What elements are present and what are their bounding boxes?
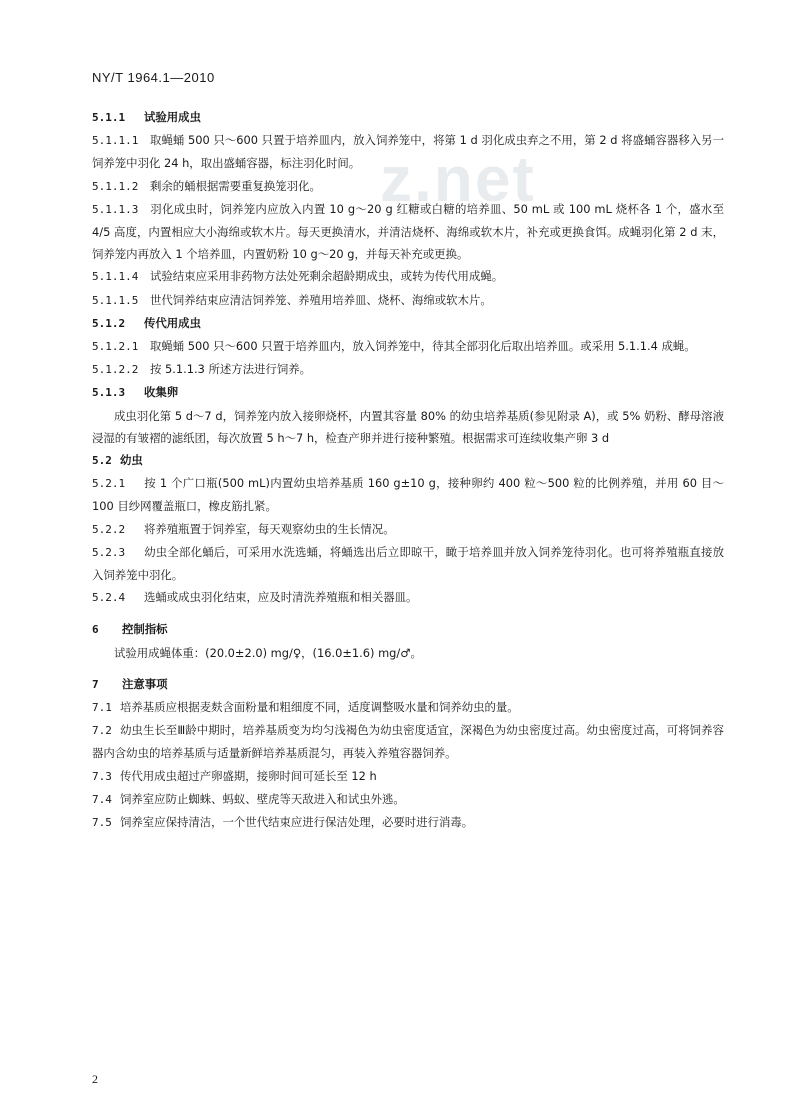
heading-5-1-1: 5.1.1 试验用成虫: [92, 110, 201, 124]
clause-5-1-2-1: 5.1.2.1 取蝇蛹 500 只～600 只置于培养皿内，放入饲养笼中，待其全部羽化后取出培养皿。或采用 5.1.1.4 成蝇。: [92, 339, 696, 354]
heading-5-1-3: 5.1.3 收集卵: [92, 385, 179, 400]
heading-5-2: 5.2 幼虫: [92, 453, 143, 468]
clause-5-2-3: 5.2.3 幼虫全部化蛹后，可采用水洗选蛹，将蛹选出后立即晾干，瞰于培养皿并放入饲养笼待羽化。也可将养殖瓶直接放入饲养笼中羽化。: [92, 544, 724, 583]
page-number: 2: [92, 1072, 98, 1086]
document-body: [92, 106, 724, 834]
clause-5-1-1-5: 5.1.1.5 世代饲养结束应清洁饲养笼、养殖用培养皿、烧杯、海绵或软木片。: [92, 292, 492, 307]
heading-7: 7 注意事项: [92, 676, 168, 691]
clause-5-1-1-1: 5.1.1.1 取蝇蛹 500 只～600 只置于培养皿内，放入饲养笼中，将第 1 d 羽化成虫弃之不用，第 2 d 将盛蛹容器移入另一饲养笼中羽化 24 h，取出盛蛹容器，标注羽化时间。: [92, 133, 724, 171]
standard-number: NY/T 1964.1—2010: [92, 70, 215, 85]
clause-5-1-3-text: 成虫羽化第 5 d～7 d，饲养笼内放入接卵烧杯，内置其容量 80% 的幼虫培养基质(参见附录 A)，或 5% 奶粉、酵母溶液浸湿的有皱褶的滤纸团，每次放置 5 h～7 h，检查产卵并进行接种繁殖。根据需求可连续收集产卵 3 d: [92, 408, 724, 445]
clause-7-4: 7.4 饲养室应防止蜘蛛、蚂蚁、壁虎等天敌进入和试虫外逃。: [92, 791, 405, 806]
clause-7-3: 7.3 传代用成虫超过产卵盛期，接卵时间可延长至 12 h: [92, 768, 377, 783]
clause-5-2-4: 5.2.4 选蛹或成虫羽化结束，应及时清洗养殖瓶和相关器皿。: [92, 590, 418, 605]
heading-5-1-2: 5.1.2 传代用成虫: [92, 315, 201, 330]
clause-5-1-1-2: 5.1.1.2 剩余的蛹根据需要重复换笼羽化。: [92, 178, 321, 193]
clause-7-2: 7.2 幼虫生长至Ⅲ龄中期时，培养基质变为均匀浅褐色为幼虫密度适宜，深褐色为幼虫密度过高。幼虫密度过高，可将饲养容器内含幼虫的培养基质与适量新鲜培养基质混匀，再装入养殖容器饲养。: [92, 723, 724, 761]
clause-7-1: 7.1 培养基质应根据麦麸含面粉量和粗细度不同，适度调整吸水量和饲养幼虫的量。: [92, 700, 519, 715]
clause-5-1-1-3: 5.1.1.3 羽化成虫时，饲养笼内应放入内置 10 g～20 g 红糖或白糖的培养皿、50 mL 或 100 mL 烧杯各 1 个，盛水至 4/5 高度，内置相应大小海绵或软木片。每天更换清水，并清洁烧杯、海绵或软木片，补充或更换食饵。成蝇羽化第 2 d 末，饲养笼内再放入 1 个培养皿，内置奶粉 10 g～20 g，并每天补充或更换。: [92, 201, 724, 262]
clause-5-1-2-2: 5.1.2.2 按 5.1.1.3 所述方法进行饲养。: [92, 362, 311, 377]
clause-5-2-1: 5.2.1 按 1 个广口瓶(500 mL)内置幼虫培养基质 160 g±10 g，接种卵约 400 粒～500 粒的比例养殖，并用 60 目～100 目纱网覆盖瓶口，橡皮筋扎紧。: [92, 476, 724, 514]
clause-6-text: 试验用成蝇体重：(20.0±2.0) mg/♀，(16.0±1.6) mg/♂。: [114, 645, 422, 660]
heading-6: 6 控制指标: [92, 622, 168, 637]
clause-7-5: 7.5 饲养室应保持清洁，一个世代结束应进行保洁处理，必要时进行消毒。: [92, 815, 474, 830]
clause-5-1-1-4: 5.1.1.4 试验结束应采用非药物方法处死剩余超龄期成虫，或转为传代用成蝇。: [92, 269, 504, 284]
watermark: z.net: [380, 143, 536, 215]
clause-5-2-2: 5.2.2 将养殖瓶置于饲养室，每天观察幼虫的生长情况。: [92, 521, 395, 536]
